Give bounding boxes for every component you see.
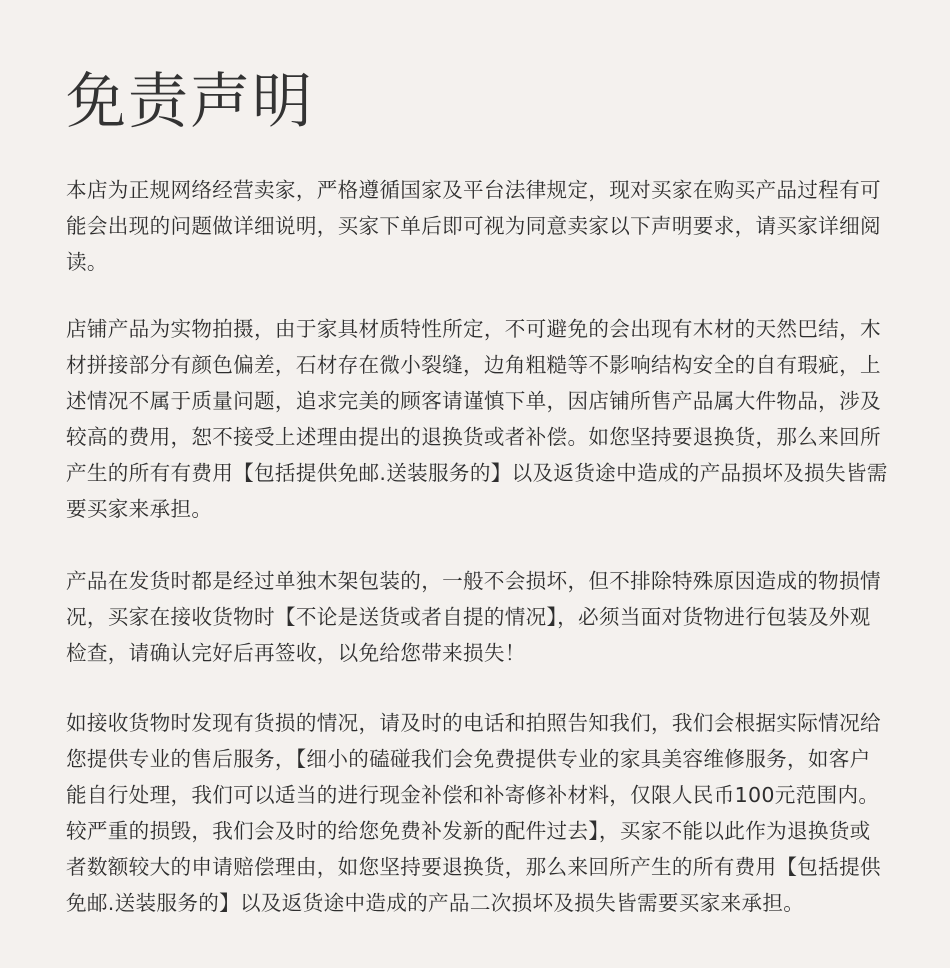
paragraph-intro: 本店为正规网络经营卖家，严格遵循国家及平台法律规定，现对买家在购买产品过程有可能会出现的问题做详细说明，买家下单后即可视为同意卖家以下声明要求，请买家详细阅读。 bbox=[66, 178, 881, 274]
page-title: 免责声明 bbox=[66, 67, 314, 137]
paragraph-damage-handling: 如接收货物时发现有货损的情况，请及时的电话和拍照告知我们，我们会根据实际情况给您提供专业的售后服务，【细小的磕碰我们会免费提供专业的家具美容维修服务，如客户能自行处理，我们可以适当的进行现金补偿和补寄修补材料，仅限人民币100元范围内。较严重的损毁，我们会及时的给您免费补发新的配件过去】，买家不能以此作为退换货或者数额较大的申请赔偿理由，如您坚持要退换货，那么来回所产生的所有费用【包括提供免邮.送装服务的】以及返货途中造成的产品二次损坏及损失皆需要买家来承担。 bbox=[66, 711, 881, 915]
paragraph-product-defects: 店铺产品为实物拍摄，由于家具材质特性所定，不可避免的会出现有木材的天然巴结，木材拼接部分有颜色偏差，石材存在微小裂缝，边角粗糙等不影响结构安全的自有瑕疵，上述情况不属于质量问题，追求完美的顾客请谨慎下单，因店铺所售产品属大件物品，涉及较高的费用，恕不接受上述理由提出的退换货或者补偿。如您坚持要退换货，那么来回所产生的所有有费用【包括提供免邮.送装服务的】以及返货途中造成的产品损坏及损失皆需要买家来承担。 bbox=[66, 317, 888, 521]
paragraph-shipping-inspection: 产品在发货时都是经过单独木架包装的，一般不会损坏，但不排除特殊原因造成的物损情况，买家在接收货物时【不论是送货或者自提的情况】，必须当面对货物进行包装及外观检查，请确认完好后再签收，以免给您带来损失！ bbox=[66, 569, 881, 665]
